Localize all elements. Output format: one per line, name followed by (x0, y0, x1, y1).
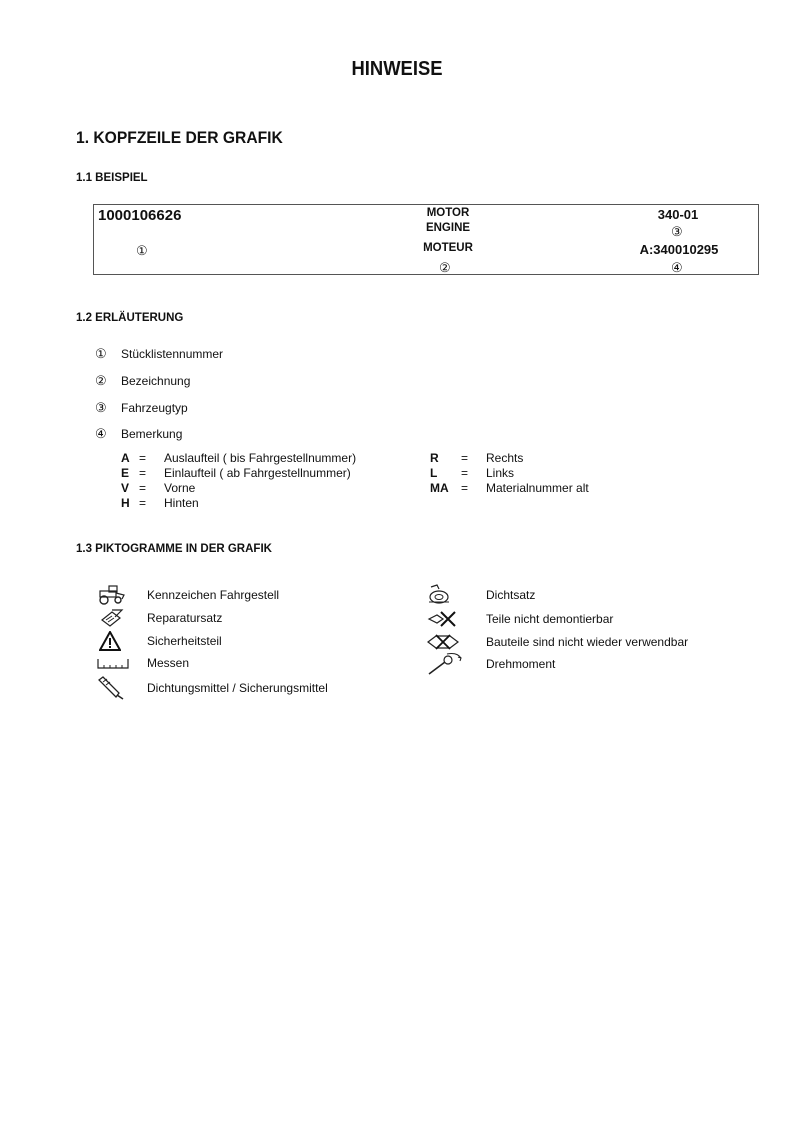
measure-icon (97, 655, 129, 671)
legend-item (95, 346, 223, 362)
code-equals: = (139, 466, 147, 480)
subheading-example: 1.1 BEISPIEL (76, 172, 148, 184)
example-list-number: 1000106626 (98, 207, 182, 224)
pictogram-row (427, 633, 689, 651)
pictogram-label: Drehmoment (486, 657, 556, 671)
pictogram-label: Teile nicht demontierbar (486, 612, 614, 626)
pictogram-row (97, 655, 190, 671)
legend-item (95, 373, 190, 389)
pictogram-row (100, 608, 223, 628)
code-equals: = (139, 496, 147, 510)
example-motor: MOTOR (426, 207, 470, 219)
code-key: MA (430, 481, 449, 495)
code-text: Materialnummer alt (486, 481, 589, 495)
not-reusable-icon (427, 633, 459, 651)
legend-number: ① (95, 346, 107, 361)
code-row (121, 496, 199, 510)
example-moteur: MOTEUR (423, 242, 473, 254)
torque-wrench-icon (427, 652, 463, 676)
pictogram-label: Bauteile sind nicht wieder verwendbar (486, 635, 689, 649)
subheading-pictograms: 1.3 PIKTOGRAMME IN DER GRAFIK (76, 543, 272, 555)
example-marker-1: ① (136, 243, 148, 258)
code-equals: = (461, 451, 469, 465)
not-removable-icon (427, 610, 457, 628)
code-key: V (121, 481, 130, 495)
subheading-explanation: 1.2 ERLÄUTERUNG (76, 312, 184, 324)
code-text: Einlaufteil ( ab Fahrgestellnummer) (164, 466, 351, 480)
pictogram-row (97, 585, 280, 605)
code-row (121, 451, 356, 465)
code-equals: = (461, 466, 469, 480)
example-marker-2: ② (439, 260, 451, 275)
pictogram-label: Kennzeichen Fahrgestell (147, 588, 280, 602)
code-row (430, 481, 589, 495)
section-heading-header: 1. KOPFZEILE DER GRAFIK (76, 128, 283, 147)
pictogram-label: Sicherheitsteil (147, 634, 222, 648)
code-text: Auslaufteil ( bis Fahrgestellnummer) (164, 451, 357, 465)
code-key: H (121, 496, 130, 510)
legend-label: Bezeichnung (121, 374, 191, 388)
code-equals: = (139, 481, 147, 495)
repair-kit-icon (100, 608, 124, 628)
code-text: Rechts (486, 451, 524, 465)
example-engine: ENGINE (425, 222, 471, 234)
pictogram-label: Reparatursatz (147, 611, 223, 625)
code-key: L (430, 466, 438, 480)
legend-label: Stücklistennummer (121, 347, 224, 361)
example-marker-3: ③ (671, 224, 683, 239)
pictogram-row (427, 610, 614, 628)
code-key: A (121, 451, 130, 465)
pictogram-label: Dichtsatz (486, 588, 536, 602)
pictogram-label: Dichtungsmittel / Sicherungsmittel (147, 681, 328, 695)
pictogram-row (99, 631, 222, 651)
seal-kit-icon (427, 584, 453, 606)
sealant-tube-icon (97, 676, 125, 700)
code-row (121, 481, 195, 495)
warning-triangle-icon (99, 631, 121, 651)
page-title: HINWEISE (351, 58, 443, 80)
code-key: E (121, 466, 130, 480)
code-equals: = (461, 481, 469, 495)
legend-label: Bemerkung (121, 427, 183, 441)
example-header-box (93, 204, 759, 275)
example-vehicle-type: 340-01 (657, 207, 699, 222)
code-row (430, 466, 514, 480)
code-key: R (430, 451, 439, 465)
tractor-icon (97, 585, 127, 605)
code-equals: = (139, 451, 147, 465)
code-text: Vorne (164, 481, 196, 495)
pictogram-label: Messen (147, 656, 190, 670)
legend-number: ④ (95, 426, 107, 441)
code-text: Hinten (164, 496, 199, 510)
code-text: Links (486, 466, 515, 480)
pictogram-row (97, 676, 328, 700)
code-row (430, 451, 523, 465)
example-remark: A:340010295 (639, 242, 719, 257)
legend-number: ③ (95, 400, 107, 415)
pictogram-row (427, 584, 536, 606)
legend-item (95, 426, 182, 442)
legend-number: ② (95, 373, 107, 388)
legend-item (95, 400, 188, 416)
pictogram-row (427, 652, 556, 676)
example-marker-4: ④ (671, 260, 683, 275)
code-row (121, 466, 351, 480)
legend-label: Fahrzeugtyp (121, 401, 188, 415)
